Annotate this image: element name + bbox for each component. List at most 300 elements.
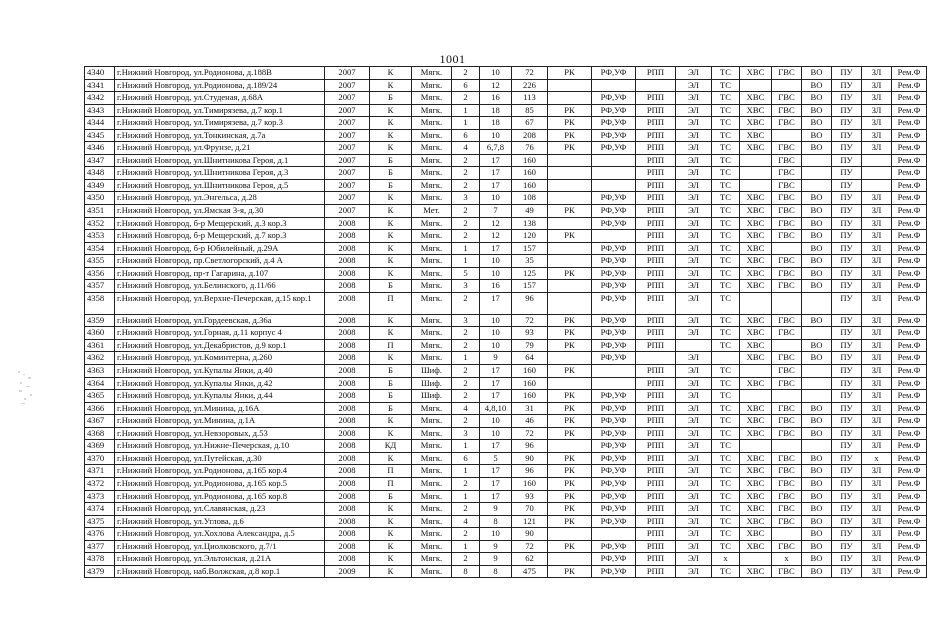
table-cell: РК	[548, 230, 592, 243]
table-cell	[802, 292, 832, 314]
table-cell: Рем.Ф	[892, 440, 927, 453]
table-cell	[772, 339, 802, 352]
table-cell: РПП	[636, 339, 676, 352]
table-cell: ТС	[712, 205, 740, 218]
row-number-cell: 4367	[85, 415, 115, 428]
table-cell: РФ,УФ	[592, 465, 636, 478]
table-cell: ГВС	[772, 402, 802, 415]
table-cell: ХВС	[740, 427, 772, 440]
table-cell: Рем.Ф	[892, 192, 927, 205]
table-cell: 3	[452, 314, 480, 327]
table-row	[85, 205, 927, 218]
table-cell: Мягк.	[412, 104, 452, 117]
table-cell: 2	[452, 327, 480, 340]
table-cell: РПП	[636, 167, 676, 180]
table-cell: 62	[512, 553, 548, 566]
address-cell: г.Нижний Новгород, ул.Шнитникова Героя, д.5	[115, 179, 325, 192]
table-cell: 10	[480, 255, 512, 268]
table-cell	[802, 327, 832, 340]
table-cell: ХВС	[740, 339, 772, 352]
row-number-cell: 4362	[85, 352, 115, 365]
row-number-cell: 4372	[85, 477, 115, 490]
table-cell: Рем.Ф	[892, 352, 927, 365]
table-cell: ХВС	[740, 477, 772, 490]
table-cell: ХВС	[740, 242, 772, 255]
table-cell: ГВС	[772, 104, 802, 117]
table-cell: ЭЛ	[676, 217, 712, 230]
table-cell: ПУ	[832, 67, 862, 80]
table-cell: ЭЛ	[676, 104, 712, 117]
table-cell: РПП	[636, 280, 676, 293]
table-cell: 2007	[325, 79, 370, 92]
table-cell: ХВС	[740, 104, 772, 117]
table-cell: ВО	[802, 314, 832, 327]
table-cell: ТС	[712, 540, 740, 553]
table-cell: 17	[480, 377, 512, 390]
table-cell: РФ,УФ	[592, 553, 636, 566]
address-cell: г.Нижний Новгород, ул.Шнитникова Героя, д.1	[115, 154, 325, 167]
table-cell: 2007	[325, 67, 370, 80]
table-cell: 2008	[325, 292, 370, 314]
table-cell: Рем.Ф	[892, 167, 927, 180]
table-cell: РПП	[636, 452, 676, 465]
row-number-cell: 4353	[85, 230, 115, 243]
table-cell: Мягк.	[412, 67, 452, 80]
table-row	[85, 154, 927, 167]
table-cell: ЭЛ	[676, 365, 712, 378]
table-cell: Рем.Ф	[892, 515, 927, 528]
address-cell: г.Нижний Новгород, ул.Декабристов, д.9 кор.1	[115, 339, 325, 352]
table-cell	[802, 365, 832, 378]
table-cell: Мягк.	[412, 402, 452, 415]
table-cell: Мягк.	[412, 192, 452, 205]
row-number-cell: 4379	[85, 565, 115, 578]
table-cell: 10	[480, 267, 512, 280]
table-cell: ЭЛ	[676, 402, 712, 415]
table-cell: ГВС	[772, 477, 802, 490]
table-cell: 49	[512, 205, 548, 218]
table-cell: 10	[480, 427, 512, 440]
address-cell: г.Нижний Новгород, ул.Студеная, д.68А	[115, 92, 325, 105]
table-cell	[548, 553, 592, 566]
table-cell: 2008	[325, 528, 370, 541]
table-cell: 2008	[325, 217, 370, 230]
table-cell	[740, 167, 772, 180]
table-cell: ПУ	[832, 452, 862, 465]
table-cell: ТС	[712, 452, 740, 465]
table-cell: ЗЛ	[862, 327, 892, 340]
table-cell: ПУ	[832, 540, 862, 553]
table-cell: Рем.Ф	[892, 129, 927, 142]
table-row	[85, 267, 927, 280]
table-cell	[772, 129, 802, 142]
table-cell: ВО	[802, 192, 832, 205]
row-number-cell: 4366	[85, 402, 115, 415]
table-cell	[592, 377, 636, 390]
table-cell: Мягк.	[412, 490, 452, 503]
table-cell: К	[370, 352, 412, 365]
table-cell: К	[370, 242, 412, 255]
table-cell: 2	[452, 377, 480, 390]
table-row	[85, 515, 927, 528]
table-cell: 2007	[325, 142, 370, 155]
address-cell: г.Нижний Новгород, пр-т Гагарина, д.107	[115, 267, 325, 280]
table-cell: ЗЛ	[862, 477, 892, 490]
table-cell	[592, 154, 636, 167]
table-cell: РК	[548, 402, 592, 415]
table-cell: 72	[512, 314, 548, 327]
table-cell: РПП	[636, 440, 676, 453]
table-cell: Рем.Ф	[892, 390, 927, 403]
table-cell: ПУ	[832, 553, 862, 566]
table-cell: ЭЛ	[676, 92, 712, 105]
table-cell: ГВС	[772, 365, 802, 378]
table-cell: ХВС	[740, 565, 772, 578]
table-cell: 16	[480, 92, 512, 105]
table-cell: РПП	[636, 142, 676, 155]
table-cell: ЭЛ	[676, 503, 712, 516]
table-cell: ЭЛ	[676, 515, 712, 528]
table-cell: 9	[480, 553, 512, 566]
table-cell: 4	[452, 142, 480, 155]
row-number-cell: 4348	[85, 167, 115, 180]
table-cell	[548, 192, 592, 205]
table-cell: Мягк.	[412, 154, 452, 167]
table-cell: 160	[512, 477, 548, 490]
table-cell: Мягк.	[412, 267, 452, 280]
table-cell	[548, 377, 592, 390]
table-cell: ТС	[712, 117, 740, 130]
table-cell: К	[370, 205, 412, 218]
table-cell: ГВС	[772, 314, 802, 327]
table-cell: ТС	[712, 477, 740, 490]
table-cell: ЭЛ	[676, 352, 712, 365]
table-cell: 10	[480, 339, 512, 352]
table-row	[85, 339, 927, 352]
table-cell: 2008	[325, 377, 370, 390]
table-cell: Рем.Ф	[892, 67, 927, 80]
table-cell: 2	[452, 415, 480, 428]
table-cell: РК	[548, 314, 592, 327]
table-cell: Рем.Ф	[892, 79, 927, 92]
address-cell: г.Нижний Новгород, ул.Родионова, д.165 кор.4	[115, 465, 325, 478]
address-cell: г.Нижний Новгород, ул.Тимирязева, д.7 кор.1	[115, 104, 325, 117]
table-cell: Рем.Ф	[892, 92, 927, 105]
table-row	[85, 79, 927, 92]
table-cell	[548, 79, 592, 92]
table-cell: 4,8,10	[480, 402, 512, 415]
table-cell: 90	[512, 452, 548, 465]
table-cell	[740, 440, 772, 453]
row-number-cell: 4375	[85, 515, 115, 528]
table-cell: 2007	[325, 104, 370, 117]
table-cell: 8	[480, 565, 512, 578]
table-cell: ГВС	[772, 377, 802, 390]
address-cell: г.Нижний Новгород, наб.Волжская, д.8 кор.1	[115, 565, 325, 578]
table-cell: Рем.Ф	[892, 230, 927, 243]
row-number-cell: 4368	[85, 427, 115, 440]
table-cell: 2008	[325, 503, 370, 516]
table-cell: ГВС	[772, 117, 802, 130]
table-cell: РК	[548, 565, 592, 578]
table-cell: ЭЛ	[676, 390, 712, 403]
table-cell: РПП	[636, 377, 676, 390]
table-row	[85, 440, 927, 453]
table-cell: ГВС	[772, 415, 802, 428]
table-cell: ЭЛ	[676, 230, 712, 243]
table-cell: КД	[370, 440, 412, 453]
table-cell: РК	[548, 327, 592, 340]
table-cell: РФ,УФ	[592, 129, 636, 142]
table-cell: РК	[548, 129, 592, 142]
table-cell: ТС	[712, 255, 740, 268]
table-cell: ХВС	[740, 205, 772, 218]
table-cell: ПУ	[832, 352, 862, 365]
table-cell: 2008	[325, 255, 370, 268]
table-cell: ГВС	[772, 452, 802, 465]
table-cell: РК	[548, 365, 592, 378]
table-cell: РФ,УФ	[592, 452, 636, 465]
table-cell: ХВС	[740, 503, 772, 516]
table-cell: ГВС	[772, 515, 802, 528]
table-cell: 2	[452, 365, 480, 378]
table-cell	[740, 390, 772, 403]
table-cell: Рем.Ф	[892, 280, 927, 293]
table-cell	[772, 390, 802, 403]
row-number-cell: 4351	[85, 205, 115, 218]
address-cell: г.Нижний Новгород, ул.Минина, д.1А	[115, 415, 325, 428]
table-cell: ВО	[802, 280, 832, 293]
table-cell: ХВС	[740, 490, 772, 503]
table-cell: РК	[548, 465, 592, 478]
table-cell: ЗЛ	[862, 415, 892, 428]
table-cell: ХВС	[740, 192, 772, 205]
table-cell: К	[370, 217, 412, 230]
table-cell: ЗЛ	[862, 192, 892, 205]
table-cell: ГВС	[772, 179, 802, 192]
table-cell: РФ,УФ	[592, 327, 636, 340]
row-number-cell: 4364	[85, 377, 115, 390]
table-cell: П	[370, 292, 412, 314]
table-cell: Рем.Ф	[892, 465, 927, 478]
table-cell	[548, 217, 592, 230]
table-cell: 2	[452, 92, 480, 105]
table-cell: 2007	[325, 129, 370, 142]
table-cell: Мягк.	[412, 553, 452, 566]
table-cell: 2	[452, 390, 480, 403]
table-cell: ГВС	[772, 427, 802, 440]
table-cell: ГВС	[772, 192, 802, 205]
table-cell: К	[370, 565, 412, 578]
table-cell: ПУ	[832, 339, 862, 352]
table-cell: Мягк.	[412, 217, 452, 230]
table-cell: РПП	[636, 104, 676, 117]
table-cell: К	[370, 327, 412, 340]
table-cell: ХВС	[740, 515, 772, 528]
table-cell: РПП	[636, 92, 676, 105]
table-cell: ЭЛ	[676, 79, 712, 92]
table-cell: Мягк.	[412, 515, 452, 528]
table-cell: ХВС	[740, 465, 772, 478]
table-cell: РПП	[636, 465, 676, 478]
table-cell: Мягк.	[412, 129, 452, 142]
address-cell: г.Нижний Новгород, ул.Горная, д.11 корпус 4	[115, 327, 325, 340]
table-cell	[802, 377, 832, 390]
table-row	[85, 365, 927, 378]
table-cell: ГВС	[772, 92, 802, 105]
table-cell: РПП	[636, 314, 676, 327]
table-cell: Мягк.	[412, 142, 452, 155]
table-cell: Мягк.	[412, 327, 452, 340]
address-cell: г.Нижний Новгород, ул.Циолковского, д.7/1	[115, 540, 325, 553]
table-cell: Рем.Ф	[892, 314, 927, 327]
table-cell: ПУ	[832, 217, 862, 230]
table-cell: ХВС	[740, 230, 772, 243]
row-number-cell: 4354	[85, 242, 115, 255]
table-cell: ЗЛ	[862, 205, 892, 218]
table-cell: ПУ	[832, 427, 862, 440]
table-cell: РПП	[636, 129, 676, 142]
table-cell	[548, 440, 592, 453]
table-cell: ЗЛ	[862, 79, 892, 92]
row-number-cell: 4347	[85, 154, 115, 167]
table-cell: 2	[452, 154, 480, 167]
table-cell: РФ,УФ	[592, 117, 636, 130]
table-cell: 2007	[325, 117, 370, 130]
table-cell	[676, 339, 712, 352]
table-cell: 96	[512, 292, 548, 314]
address-cell: г.Нижний Новгород, ул.Купалы Янки, д.42	[115, 377, 325, 390]
table-cell: ВО	[802, 205, 832, 218]
table-cell: ЭЛ	[676, 154, 712, 167]
table-cell	[548, 352, 592, 365]
table-cell: 16	[480, 280, 512, 293]
table-cell: РФ,УФ	[592, 390, 636, 403]
table-row	[85, 129, 927, 142]
table-cell: х	[862, 452, 892, 465]
table-cell: Рем.Ф	[892, 377, 927, 390]
table-row	[85, 230, 927, 243]
table-cell: 1	[452, 255, 480, 268]
table-cell: ЭЛ	[676, 440, 712, 453]
table-cell: ТС	[712, 142, 740, 155]
table-cell: ХВС	[740, 117, 772, 130]
table-cell: 1	[452, 352, 480, 365]
table-cell: 1	[452, 465, 480, 478]
address-cell: г.Нижний Новгород, б-р Мещерский, д.3 кор.3	[115, 217, 325, 230]
table-cell: К	[370, 452, 412, 465]
table-cell: РК	[548, 477, 592, 490]
table-cell: ТС	[712, 490, 740, 503]
table-cell: РФ,УФ	[592, 352, 636, 365]
table-cell: Б	[370, 92, 412, 105]
table-cell	[636, 79, 676, 92]
table-cell: Мягк.	[412, 528, 452, 541]
table-cell: ТС	[712, 314, 740, 327]
row-number-cell: 4342	[85, 92, 115, 105]
table-cell: 1	[452, 117, 480, 130]
table-cell: ХВС	[740, 540, 772, 553]
table-cell: К	[370, 540, 412, 553]
table-cell: Рем.Ф	[892, 452, 927, 465]
table-cell: 2008	[325, 339, 370, 352]
table-cell: 4	[452, 515, 480, 528]
table-cell: К	[370, 553, 412, 566]
table-cell	[548, 154, 592, 167]
table-cell: 208	[512, 129, 548, 142]
table-cell: 17	[480, 440, 512, 453]
table-cell: 2	[452, 230, 480, 243]
table-cell: ЗЛ	[862, 465, 892, 478]
table-cell: 1	[452, 440, 480, 453]
table-cell: Рем.Ф	[892, 477, 927, 490]
table-cell: 2008	[325, 440, 370, 453]
table-cell: 12	[480, 230, 512, 243]
table-cell: 2	[452, 503, 480, 516]
table-cell: Мягк.	[412, 117, 452, 130]
table-cell: 6	[452, 452, 480, 465]
table-cell: 2007	[325, 167, 370, 180]
table-cell: ЭЛ	[676, 452, 712, 465]
table-cell: 2008	[325, 477, 370, 490]
table-cell: Б	[370, 390, 412, 403]
table-cell: ЭЛ	[676, 415, 712, 428]
table-cell: ПУ	[832, 390, 862, 403]
table-cell: РФ,УФ	[592, 104, 636, 117]
table-cell: ЭЛ	[676, 67, 712, 80]
table-cell: 2008	[325, 553, 370, 566]
table-cell	[740, 179, 772, 192]
row-number-cell: 4350	[85, 192, 115, 205]
table-cell: РК	[548, 205, 592, 218]
table-cell: ПУ	[832, 154, 862, 167]
table-cell	[802, 167, 832, 180]
table-cell: ХВС	[740, 402, 772, 415]
table-cell: 2008	[325, 415, 370, 428]
table-cell: Мягк.	[412, 292, 452, 314]
table-cell: 10	[480, 528, 512, 541]
table-cell: Б	[370, 179, 412, 192]
table-cell: РК	[548, 415, 592, 428]
table-cell: 2009	[325, 565, 370, 578]
table-cell: ГВС	[772, 217, 802, 230]
table-cell: 2008	[325, 402, 370, 415]
table-cell: ХВС	[740, 267, 772, 280]
table-cell: 2007	[325, 154, 370, 167]
table-cell: 35	[512, 255, 548, 268]
table-cell: ТС	[712, 167, 740, 180]
row-number-cell: 4343	[85, 104, 115, 117]
table-cell: 2008	[325, 314, 370, 327]
table-cell: 4	[452, 402, 480, 415]
table-cell: ЗЛ	[862, 515, 892, 528]
table-cell: 17	[480, 242, 512, 255]
table-cell	[548, 179, 592, 192]
row-number-cell: 4346	[85, 142, 115, 155]
table-row	[85, 314, 927, 327]
table-row	[85, 92, 927, 105]
address-cell: г.Нижний Новгород, ул.Фрунзе, д.21	[115, 142, 325, 155]
table-cell: РФ,УФ	[592, 503, 636, 516]
row-number-cell: 4340	[85, 67, 115, 80]
table-cell: Мягк.	[412, 427, 452, 440]
table-cell: 76	[512, 142, 548, 155]
table-cell: К	[370, 255, 412, 268]
table-cell: ТС	[712, 280, 740, 293]
table-cell: ЗЛ	[862, 553, 892, 566]
table-cell	[548, 242, 592, 255]
table-cell	[592, 179, 636, 192]
